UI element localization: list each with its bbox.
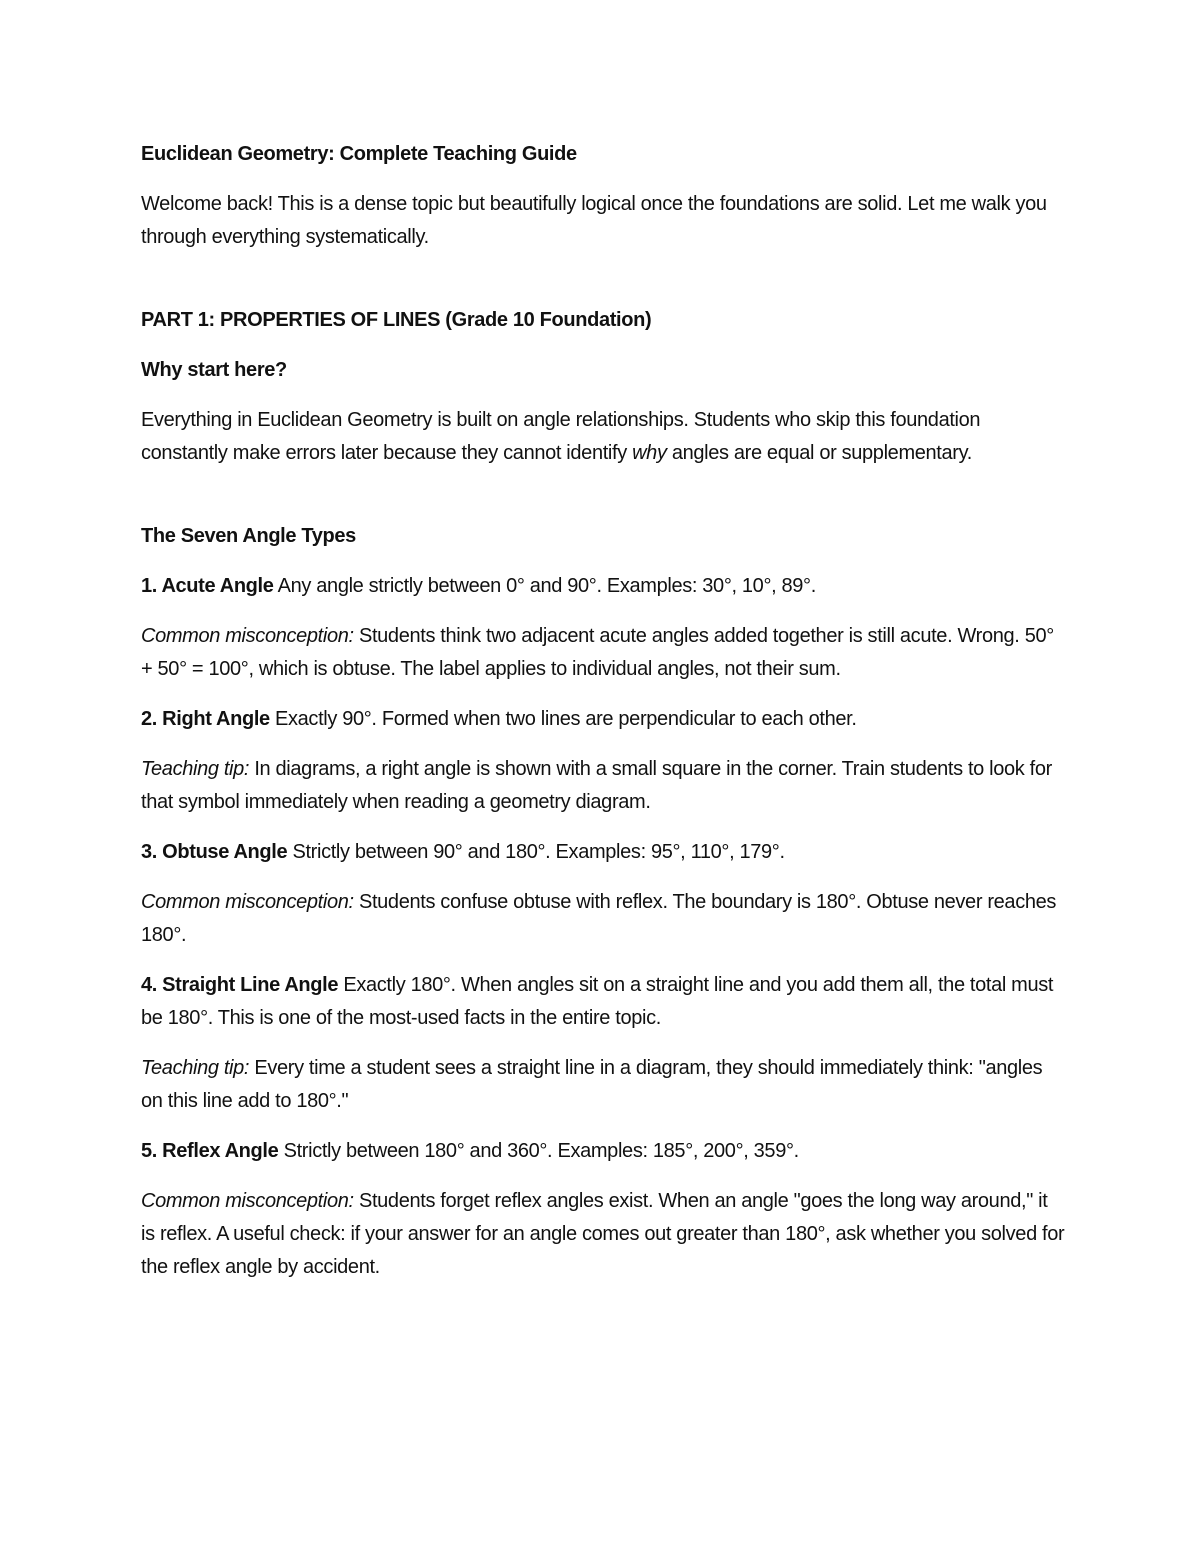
angle-reflex-title: 5. Reflex Angle <box>141 1140 279 1162</box>
angle-obtuse-note <box>141 886 1066 952</box>
angle-straight-line-desc: Exactly 180°. When angles sit on a straight line and you add them all, the total must be 180°. This is one of the most-used facts in the entire topic. <box>141 974 1054 1029</box>
angle-obtuse-desc: Strictly between 90° and 180°. Examples: 95°, 110°, 179°. <box>287 841 785 863</box>
angle-right-note <box>141 753 1066 819</box>
angle-straight-line-note-text: Every time a student sees a straight line in a diagram, they should immediately think: "angles on this line add to 180°." <box>141 1057 1043 1112</box>
intro-paragraph: Welcome back! This is a dense topic but beautifully logical once the foundations are solid. Let me walk you through everything systematically. <box>141 193 1047 248</box>
angle-obtuse-title: 3. Obtuse Angle <box>141 841 288 863</box>
seven-angle-types-heading: The Seven Angle Types <box>141 525 356 547</box>
angle-straight-line-title: 4. Straight Line Angle <box>141 974 339 996</box>
angle-reflex-desc: Strictly between 180° and 360°. Examples: 185°, 200°, 359°. <box>278 1140 799 1162</box>
why-text-before: Everything in Euclidean Geometry is built on angle relationships. Students who skip this foundation constantly make errors later because they cannot identify <box>141 409 981 464</box>
angle-acute <box>141 570 1066 603</box>
angle-reflex <box>141 1135 1066 1168</box>
why-paragraph <box>141 404 1066 470</box>
angle-straight-line <box>141 969 1066 1035</box>
angle-obtuse-note-label: Common misconception: <box>141 891 354 913</box>
angle-right-note-text: In diagrams, a right angle is shown with a small square in the corner. Train students to look for that symbol immediately when reading a geometry diagram. <box>141 758 1052 813</box>
angle-reflex-note-label: Common misconception: <box>141 1190 354 1212</box>
angle-straight-line-note <box>141 1052 1066 1118</box>
why-text-after: angles are equal or supplementary. <box>666 442 972 464</box>
angle-right <box>141 703 1066 736</box>
angle-right-desc: Exactly 90°. Formed when two lines are perpendicular to each other. <box>269 708 857 730</box>
angle-obtuse <box>141 836 1066 869</box>
angle-acute-desc: Any angle strictly between 0° and 90°. Examples: 30°, 10°, 89°. <box>273 575 816 597</box>
angle-reflex-note <box>141 1185 1066 1284</box>
document-title: Euclidean Geometry: Complete Teaching Guide <box>141 143 577 165</box>
angle-acute-title: 1. Acute Angle <box>141 575 274 597</box>
angle-right-note-label: Teaching tip: <box>141 758 250 780</box>
part1-heading: PART 1: PROPERTIES OF LINES (Grade 10 Foundation) <box>141 309 652 331</box>
angle-acute-note-label: Common misconception: <box>141 625 354 647</box>
angle-obtuse-note-text: Students confuse obtuse with reflex. The boundary is 180°. Obtuse never reaches 180°. <box>141 891 1057 946</box>
angle-reflex-note-text: Students forget reflex angles exist. When an angle "goes the long way around," it is reflex. A useful check: if your answer for an angle comes out greater than 180°, ask whether you solved for the reflex angle by accident. <box>141 1190 1065 1278</box>
angle-straight-line-note-label: Teaching tip: <box>141 1057 250 1079</box>
document-page <box>141 138 1066 1301</box>
why-heading: Why start here? <box>141 359 287 381</box>
why-text-emphasis: why <box>632 442 667 464</box>
angle-acute-note-text: Students think two adjacent acute angles added together is still acute. Wrong. 50° + 50° = 100°, which is obtuse. The label applies to individual angles, not their sum. <box>141 625 1054 680</box>
angle-acute-note <box>141 620 1066 686</box>
angle-right-title: 2. Right Angle <box>141 708 270 730</box>
